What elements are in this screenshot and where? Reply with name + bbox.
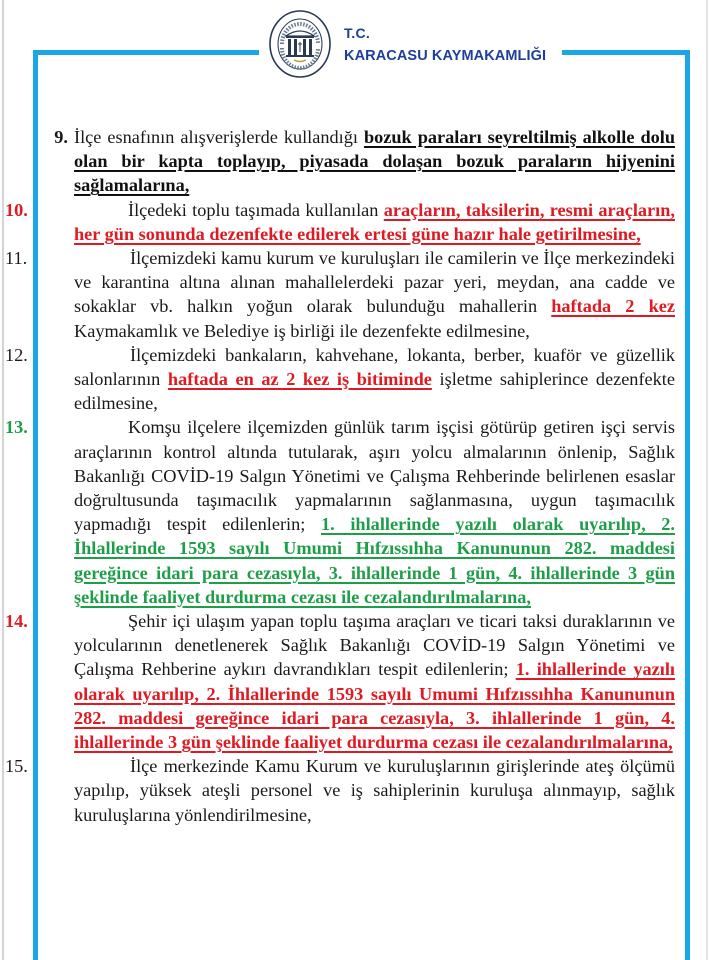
item-text: İlçedeki toplu taşımada kullanılan xyxy=(128,199,384,220)
letterhead xyxy=(268,8,546,80)
list-item-11: 11. İlçemizdeki kamu kurum ve kuruluşları ile camilerin ve İlçe merkezindeki ve karantina altına alınan mahallelerdeki pazar yeri, meydan, ana cadde ve sokaklar vb. halkın yoğun olarak bulunduğu mahallerin haftada 2 kez Kaymakamlık ve Belediye iş birliği ile dezenfekte edilmesine, xyxy=(5,248,675,341)
list-item-9: 9. İlçe esnafının alışverişlerde kullandığı bozuk paraları seyreltilmiş alkolle dolu olan bir kapta toplayıp, piyasada dolaşan bozuk paraların hijyenini sağlamalarına, xyxy=(54,127,675,196)
item-text: İlçe merkezinde Kamu Kurum ve kuruluşlarının girişlerinde ateş ölçümü yapılıp, yüksek ateşli personel ve iş sahiplerinin kuruluşa alınmayıp, sağlık kuruluşlarına yönlendirilmesine, xyxy=(74,756,675,825)
item-text: İlçemizdeki kamu kurum ve kuruluşları ile camilerin ve İlçe merkezindeki ve karantina altına alınan mahallelerdeki pazar yeri, meydan, ana cadde ve sokaklar vb. halkın yoğun olarak bulunduğu mahallerin xyxy=(74,248,675,317)
item-text-after: işletme sahiplerince dezenfekte edilmesine, xyxy=(74,369,675,414)
item-text: Şehir içi ulaşım yapan toplu taşıma araçları ve ticari taksi duraklarının ve yolcularının denetlenerek Sağlık Bakanlığı COVİD-19 Salgın Yönetimi ve Çalışma Rehberine aykırı davrandıkları tespit edilenlerin; xyxy=(74,611,675,680)
item-emphasis: bozuk paraları seyreltilmiş alkolle dolu olan bir kapta toplayıp, piyasada dolaşan bozuk paraların hijyenini sağlamalarına, xyxy=(74,127,675,196)
item-emphasis: haftada 2 kez xyxy=(551,296,675,317)
list-item-14: 14. Şehir içi ulaşım yapan toplu taşıma araçları ve ticari taksi duraklarının ve yolcularının denetlenerek Sağlık Bakanlığı COVİD-19 Salgın Yönetimi ve Çalışma Rehberine aykırı davrandıkları tespit edilenlerin; 1. ihlallerinde yazılı olarak uyarılıp, 2. İhlallerinde 1593 sayılı Umumi Hıfzıssıhha Kanununun 282. maddesi gereğince idari para cezasıyla, 3. ihlallerinde 1 gün, 4. ihlallerinde 3 gün şeklinde faaliyet durdurma cezası ile cezalandırılmalarına, xyxy=(5,611,675,753)
list-item-12: 12. İlçemizdeki bankaların, kahvehane, lokanta, berber, kuaför ve güzellik salonlarının haftada en az 2 kez iş bitiminde işletme sahiplerince dezenfekte edilmesine, xyxy=(5,344,675,414)
header-line-institution: KARACASU KAYMAKAMLIĞI xyxy=(344,47,547,64)
item-emphasis: haftada en az 2 kez iş bitiminde xyxy=(167,369,432,390)
item-text: İlçemizdeki bankaların, kahvehane, lokanta, berber, kuaför ve güzellik salonlarının xyxy=(74,344,675,390)
page-edge-right xyxy=(706,0,708,960)
item-emphasis: 1. ihlallerinde yazılı olarak uyarılıp, 2. İhlallerinde 1593 sayılı Umumi Hıfzıssıhha Kanununun 282. maddesi gereğince idari para cezasıyla, 3. ihlallerinde 1 gün, 4. ihlallerinde 3 gün şeklinde faaliyet durdurma cezası ile cezalandırılmalarına, xyxy=(74,514,676,607)
item-text: Komşu ilçelere ilçemizden günlük tarım işçisi götürüp getiren işçi servis araçlarının kontrol altında tutularak, aşırı yolcu almalarının önlenip, Sağlık Bakanlığı COVİD-19 Salgın Yönetimi ve Çalışma Rehberinde belirlenen esaslar doğrultusunda taşımacılık yapmalarının sağlanmasına, uygun taşımacılık yapmadığı tespit edilenlerin; xyxy=(74,417,675,535)
header-line-tc: T.C. xyxy=(344,24,371,41)
item-text-after: Kaymakamlık ve Belediye iş birliği ile dezenfekte edilmesine, xyxy=(74,320,530,341)
list-item-13: 13. Komşu ilçelere ilçemizden günlük tarım işçisi götürüp getiren işçi servis araçlarının kontrol altında tutularak, aşırı yolcu almalarının önlenip, Sağlık Bakanlığı COVİD-19 Salgın Yönetimi ve Çalışma Rehberinde belirlenen esaslar doğrultusunda taşımacılık yapmalarının sağlanmasına, uygun taşımacılık yapmadığı tespit edilenlerin; 1. ihlallerinde yazılı olarak uyarılıp, 2. İhlallerinde 1593 sayılı Umumi Hıfzıssıhha Kanununun 282. maddesi gereğince idari para cezasıyla, 3. ihlallerinde 1 gün, 4. ihlallerinde 3 gün şeklinde faaliyet durdurma cezası ile cezalandırılmalarına, xyxy=(5,417,676,607)
frame-border-top-right xyxy=(562,50,690,55)
page-edge-left xyxy=(2,0,4,960)
karacasu-kaymakamligi-seal-icon xyxy=(268,8,332,80)
frame-border-top-left xyxy=(33,50,259,55)
list-item-15: 15. İlçe merkezinde Kamu Kurum ve kuruluşlarının girişlerinde ateş ölçümü yapılıp, yüksek ateşli personel ve iş sahiplerinin kuruluşa alınmayıp, sağlık kuruluşlarına yönlendirilmesine, xyxy=(5,756,675,825)
list-item-10: 10. İlçedeki toplu taşımada kullanılan araçların, taksilerin, resmi araçların, her gün sonunda dezenfekte edilerek ertesi güne hazır hale getirilmesine, xyxy=(5,199,675,244)
item-emphasis: araçların, taksilerin, resmi araçların, her gün sonunda dezenfekte edilerek ertesi güne hazır hale getirilmesine, xyxy=(74,199,675,244)
item-emphasis: 1. ihlallerinde yazılı olarak uyarılıp, 2. İhlallerinde 1593 sayılı Umumi Hıfzıssıhha Kanununun 282. maddesi gereğince idari para cezasıyla, 3. ihlallerinde 1 gün, 4. ihlallerinde 3 gün şeklinde faaliyet durdurma cezası ile cezalandırılmalarına, xyxy=(74,659,675,753)
item-text: İlçe esnafının alışverişlerde kullandığı xyxy=(74,127,364,147)
document-body xyxy=(5,125,676,827)
frame-border-right xyxy=(685,50,690,960)
